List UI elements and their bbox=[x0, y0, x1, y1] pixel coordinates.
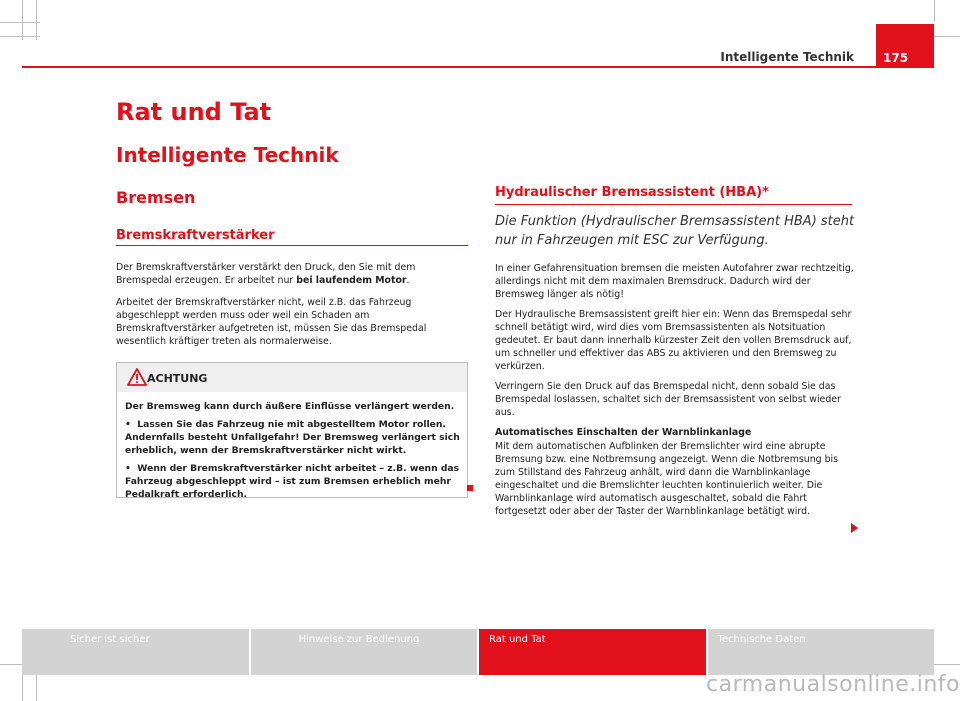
crop-mark bbox=[36, 0, 37, 40]
sub-heading: Automatisches Einschalten der Warnblinkanlage bbox=[495, 427, 752, 438]
warning-box bbox=[116, 362, 468, 498]
continue-arrow-icon bbox=[851, 523, 858, 533]
paragraph: Der Hydraulische Bremsassistent greift hier ein: Wenn das Bremspedal sehr schnell betätigt wird, wird dies vom Bremsassistenten als Notsituation gedeutet. Er baut dann innerhalb kürzester Zeit den vollen Bremsdruck auf, um schneller und effektiver das ABS zu aktivieren und den Bremsweg zu verkürzen. bbox=[495, 309, 852, 372]
section-end-marker bbox=[467, 485, 473, 491]
tab-label: Sicher ist sicher bbox=[70, 634, 150, 645]
warning-body bbox=[125, 400, 463, 506]
warning-item-text: Lassen Sie das Fahrzeug nie mit abgestelltem Motor rollen. Andernfalls besteht Unfallgefahr! Der Bremsweg verlängert sich erheblich, wenn der Bremskraftverstärker nicht wirkt. bbox=[125, 419, 460, 456]
header-section-title: Intelligente Technik bbox=[720, 50, 854, 64]
tab-sicher-ist-sicher[interactable] bbox=[22, 629, 251, 675]
tab-hinweise-zur-bedienung[interactable] bbox=[251, 629, 480, 675]
paragraph bbox=[116, 261, 470, 287]
hba-divider bbox=[495, 204, 852, 205]
topic-divider bbox=[116, 245, 468, 246]
chapter-tabs bbox=[22, 629, 934, 675]
left-column-text bbox=[116, 261, 470, 357]
tab-technische-daten[interactable] bbox=[708, 629, 935, 675]
emphasis-text: bei laufendem Motor bbox=[296, 275, 407, 286]
chapter-title: Rat und Tat bbox=[116, 98, 272, 126]
watermark: carmanualsonline.info bbox=[706, 672, 960, 697]
right-column-text bbox=[495, 262, 857, 525]
warning-intro: Der Bremsweg kann durch äußere Einflüsse verlängert werden. bbox=[125, 401, 455, 412]
tab-label: Technische Daten bbox=[717, 634, 806, 645]
page-number: 175 bbox=[883, 51, 909, 65]
page-number-box bbox=[876, 24, 934, 68]
header-divider bbox=[22, 66, 934, 68]
crop-mark bbox=[0, 22, 40, 23]
tab-label: Hinweise zur Bedienung bbox=[298, 634, 420, 645]
warning-title: ACHTUNG bbox=[147, 372, 208, 385]
crop-mark bbox=[934, 0, 935, 22]
tab-label: Rat und Tat bbox=[489, 634, 546, 645]
subsection-title: Bremsen bbox=[116, 188, 196, 207]
section-title: Intelligente Technik bbox=[116, 143, 339, 167]
warning-item bbox=[125, 418, 463, 457]
warning-item-text: Wenn der Bremskraftverstärker nicht arbeitet – z.B. wenn das Fahrzeug abgeschleppt wird – ist zum Bremsen erheblich mehr Pedalkraft erforderlich. bbox=[125, 463, 460, 500]
tab-rat-und-tat[interactable] bbox=[479, 629, 708, 675]
warning-item bbox=[125, 462, 463, 501]
paragraph-text: Der Bremskraftverstärker verstärkt den Druck, den Sie mit dem Bremspedal erzeugen. Er arbeitet nur bbox=[116, 262, 416, 286]
paragraph: Arbeitet der Bremskraftverstärker nicht, weil z.B. das Fahrzeug abgeschleppt werden muss oder weil ein Schaden am Bremskraftverstärker aufgetreten ist, müssen Sie das Bremspedal wesentlich kräftiger treten als normalerweise. bbox=[116, 297, 427, 347]
paragraph-text: . bbox=[406, 275, 410, 286]
topic-title: Bremskraftverstärker bbox=[116, 228, 275, 243]
warning-triangle-icon bbox=[127, 368, 147, 386]
paragraph: Verringern Sie den Druck auf das Bremspedal nicht, denn sobald Sie das Bremspedal loslassen, schaltet sich der Bremsassistent von selbst wieder aus. bbox=[495, 381, 841, 418]
crop-mark bbox=[0, 36, 40, 37]
crop-mark bbox=[22, 0, 23, 40]
paragraph: In einer Gefahrensituation bremsen die meisten Autofahrer zwar rechtzeitig, allerdings nicht mit dem maximalen Bremsdruck. Dadurch wird der Bremsweg länger als nötig! bbox=[495, 263, 854, 300]
hba-lead: Die Funktion (Hydraulischer Bremsassistent HBA) steht nur in Fahrzeugen mit ESC zur Verfügung. bbox=[495, 214, 855, 248]
bullet: • bbox=[125, 463, 131, 474]
hba-heading: Hydraulischer Bremsassistent (HBA)* bbox=[495, 185, 769, 200]
warning-header bbox=[117, 363, 467, 392]
bullet: • bbox=[125, 419, 131, 430]
paragraph: Mit dem automatischen Aufblinken der Bremslichter wird eine abrupte Bremsung bzw. eine Notbremsung angezeigt. Wenn die Notbremsung bis zum Stillstand des Fahrzeug anhält, wird dann die Warnblinkanlage eingeschaltet und die Bremslichter leuchten kontinuierlich weiter. Die Warnblinkanlage wird automatisch ausgeschaltet, sobald die Fahrt fortgesetzt oder aber der Taster der Warnblinkanlage betätigt wird. bbox=[495, 441, 839, 517]
